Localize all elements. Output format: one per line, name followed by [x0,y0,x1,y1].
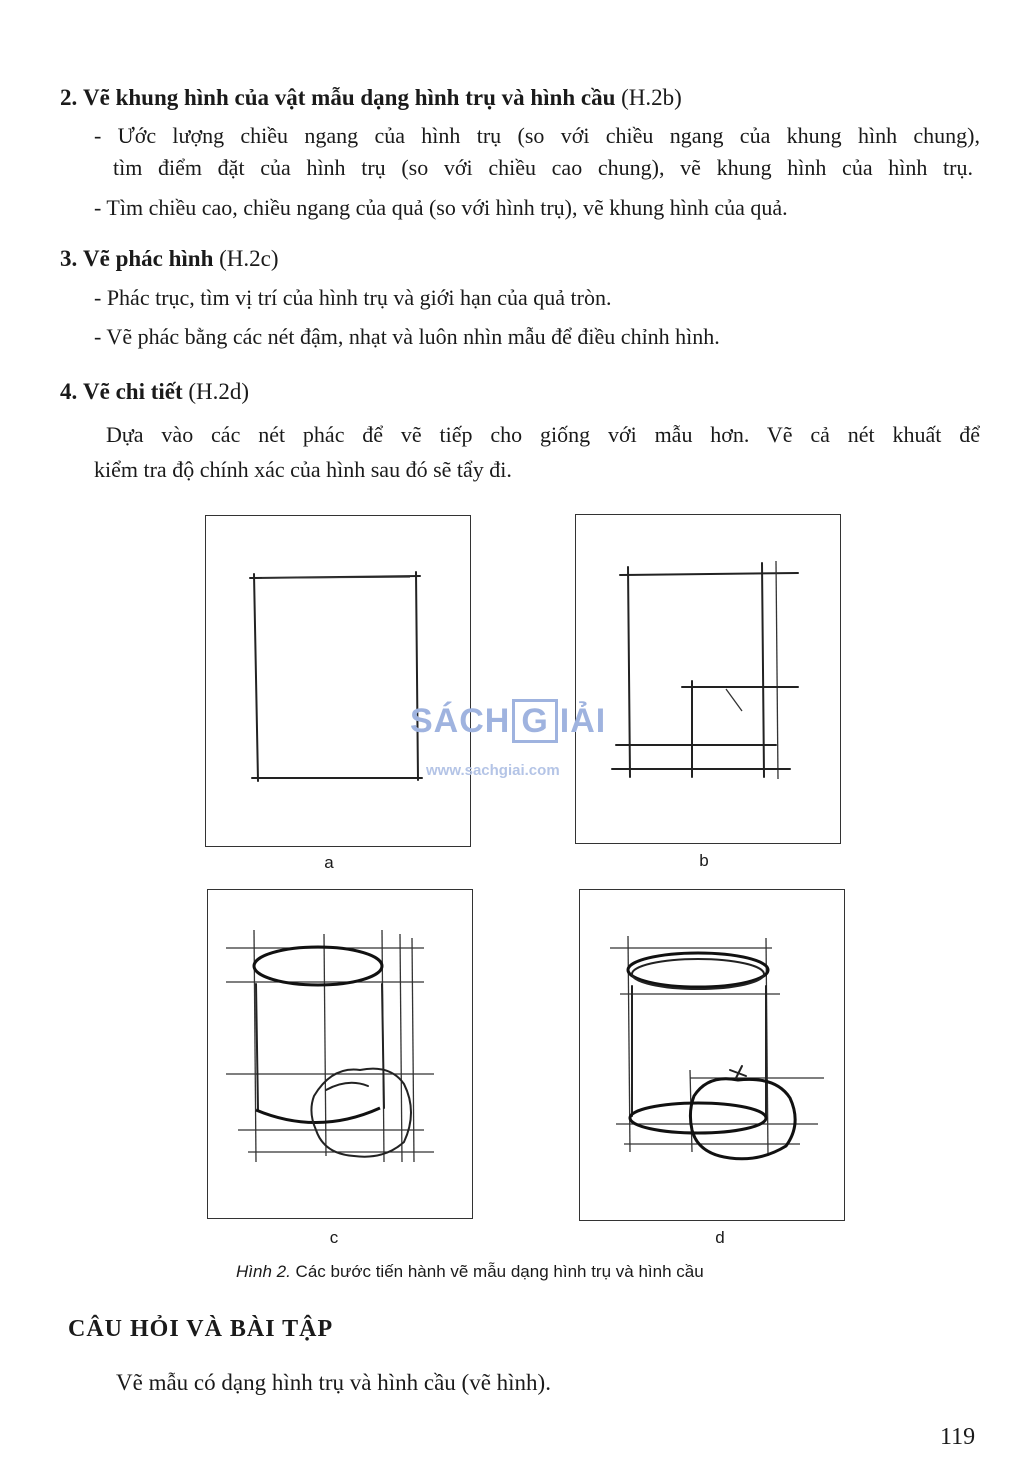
section-4-title: Vẽ chi tiết [83,379,183,404]
section-2-title: Vẽ khung hình của vật mẫu dạng hình trụ và hình cầu [83,85,616,110]
section-4-line-1: Dựa vào các nét phác để vẽ tiếp cho giống với mẫu hơn. Vẽ cả nét khuất để [106,422,980,447]
figure-d-drawing [580,890,844,1220]
figure-c-rough-sketch [207,889,473,1219]
section-3-title: Vẽ phác hình [83,246,214,271]
section-2-line-1: - Ước lượng chiều ngang của hình trụ (so với chiều ngang của khung hình chung), [94,123,980,148]
figure-d-label: d [715,1228,725,1247]
section-3-ref: (H.2c) [219,246,279,271]
section-2-line-2: tìm điểm đặt của hình trụ (so với chiều cao chung), vẽ khung hình của hình trụ. [113,155,973,180]
questions-text: Vẽ mẫu có dạng hình trụ và hình cầu (vẽ hình). [116,1370,551,1395]
section-4-number: 4. [60,379,78,404]
figure-caption [236,1262,704,1282]
figure-b-label: b [699,851,709,870]
figure-caption-text: Các bước tiến hành vẽ mẫu dạng hình trụ và hình cầu [295,1262,704,1281]
section-4-line-2: kiểm tra độ chính xác của hình sau đó sẽ tẩy đi. [94,457,512,482]
figure-caption-prefix: Hình 2. [236,1262,291,1281]
figure-a-frame-sketch [205,515,471,847]
watermark-logo [410,702,606,741]
watermark-brand-right: IẢI [559,702,607,740]
figure-d-detailed-sketch [579,889,845,1221]
watermark-brand-mid: G [512,699,557,743]
section-4-ref: (H.2d) [188,379,250,404]
watermark-url: www.sachgiai.com [426,762,560,779]
figure-c-drawing [208,890,472,1218]
section-3-heading [60,245,279,273]
section-2-number: 2. [60,85,78,110]
watermark-brand-left: SÁCH [410,702,511,740]
section-2-ref: (H.2b) [621,85,682,110]
section-3-number: 3. [60,246,78,271]
figure-c-label: c [329,1228,339,1247]
figure-b-frame-sketch [575,514,841,844]
section-2-line-3: - Tìm chiều cao, chiều ngang của quả (so với hình trụ), vẽ khung hình của quả. [94,195,788,220]
section-2-heading [60,84,682,112]
figure-b-drawing [576,515,840,843]
questions-heading: CÂU HỎI VÀ BÀI TẬP [68,1316,334,1342]
section-3-line-2: - Vẽ phác bằng các nét đậm, nhạt và luôn nhìn mẫu để điều chỉnh hình. [94,324,720,349]
figure-a-label: a [324,853,334,872]
page-number: 119 [940,1424,976,1450]
section-4-heading [60,378,249,406]
figure-a-drawing [206,516,470,846]
section-3-line-1: - Phác trục, tìm vị trí của hình trụ và giới hạn của quả tròn. [94,285,612,310]
